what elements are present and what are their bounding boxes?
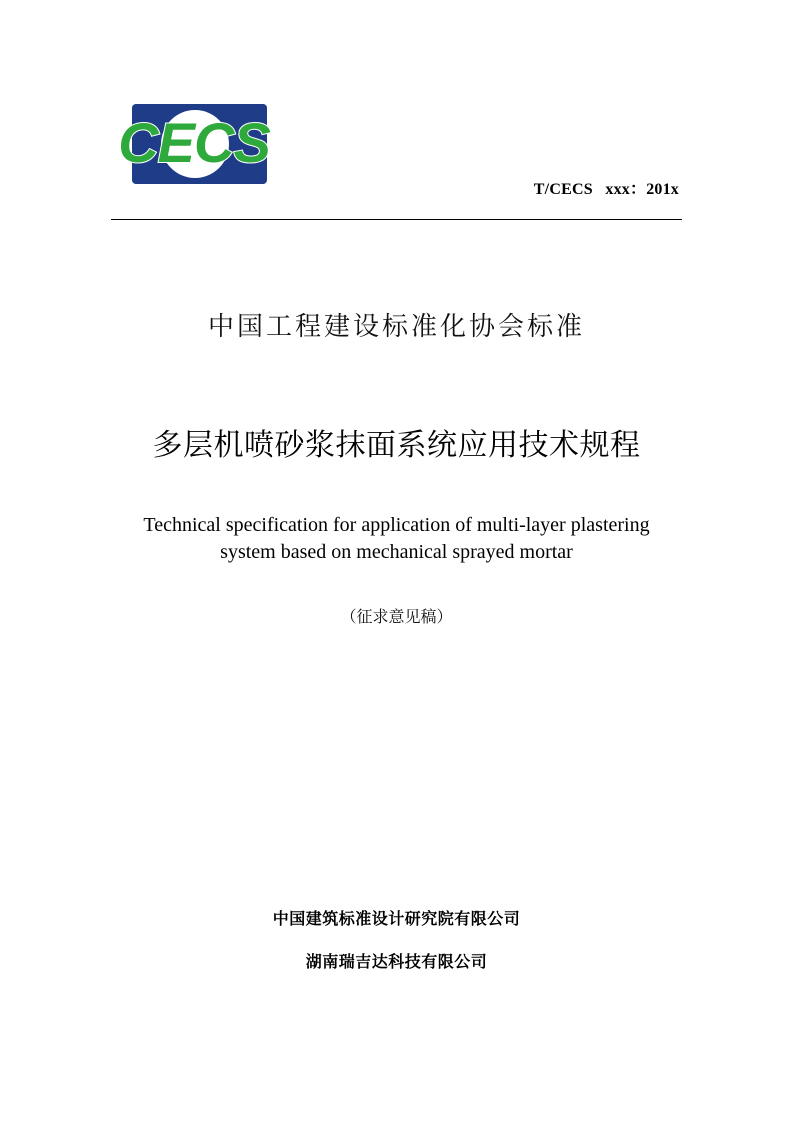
title-en-line-1: Technical specification for application of multi-layer plastering: [143, 514, 650, 536]
draft-note: （征求意见稿）: [340, 607, 453, 626]
standard-code: T/CECS xxx：201x: [533, 181, 679, 198]
header-rule: [111, 219, 682, 220]
publisher-1: 中国建筑标准设计研究院有限公司: [272, 909, 521, 928]
document-title-en: [0, 512, 793, 566]
association-name: 中国工程建设标准化协会标准: [207, 312, 585, 342]
publisher-2: 湖南瑞吉达科技有限公司: [305, 952, 488, 971]
svg-text:CECS: CECS: [118, 111, 270, 174]
title-en-line-2: system based on mechanical sprayed mortar: [220, 541, 573, 563]
cecs-logo: [112, 100, 277, 188]
cecs-logo-graphic: [112, 100, 277, 188]
document-title-cn: 多层机喷砂浆抹面系统应用技术规程: [152, 428, 641, 463]
